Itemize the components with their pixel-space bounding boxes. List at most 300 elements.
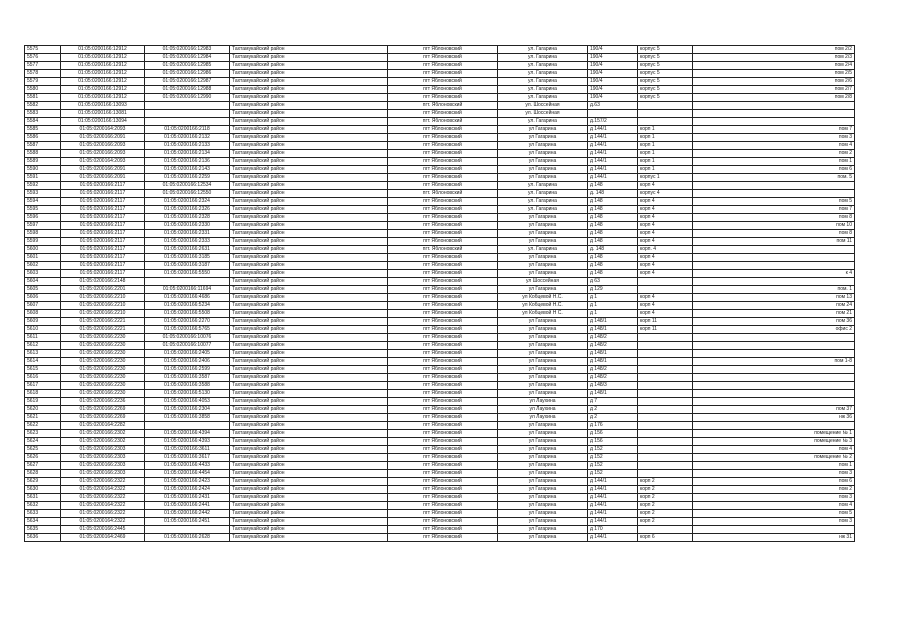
table-row — [25, 246, 855, 254]
house-cell: д 129 — [588, 286, 638, 294]
house-cell: д 144/1 — [588, 502, 638, 510]
settlement-cell: пгт Яблоновский — [388, 462, 498, 470]
cadastral-number-cell: 01:05:0200166:5550 — [145, 270, 230, 278]
district-cell: Тахтамукайский район — [230, 470, 388, 478]
table-row — [25, 414, 855, 422]
row-number-cell: 5578 — [25, 70, 61, 78]
street-cell: ул Гагарина — [498, 374, 588, 382]
building-cell: корп 4 — [638, 294, 693, 302]
premises-cell: пом 1 — [693, 158, 855, 166]
premises-cell — [693, 190, 855, 198]
settlement-cell: пгт Яблоновский — [388, 534, 498, 542]
district-cell: Тахтамукайский район — [230, 230, 388, 238]
settlement-cell: пгт Яблоновский — [388, 382, 498, 390]
building-cell — [638, 102, 693, 110]
building-cell — [638, 110, 693, 118]
settlement-cell: пгт Яблоновский — [388, 422, 498, 430]
premises-cell — [693, 374, 855, 382]
building-cell: корп 1 — [638, 166, 693, 174]
district-cell: Тахтамукайский район — [230, 278, 388, 286]
table-row — [25, 526, 855, 534]
table-row — [25, 478, 855, 486]
settlement-cell: пгт Яблоновский — [388, 286, 498, 294]
street-cell: ул Гагарина — [498, 358, 588, 366]
table-row — [25, 374, 855, 382]
cadastral-number-cell: 01:05:0200166:2406 — [145, 358, 230, 366]
settlement-cell: пгт Яблоновский — [388, 366, 498, 374]
table-row — [25, 534, 855, 542]
house-cell: д 170 — [588, 526, 638, 534]
settlement-cell: пгт Яблоновский — [388, 478, 498, 486]
row-number-cell: 5583 — [25, 110, 61, 118]
house-cell: д 148/3 — [588, 382, 638, 390]
parent-cadastral-number-cell: 01:05:0200166:2303 — [61, 446, 145, 454]
district-cell: Тахтамукайский район — [230, 222, 388, 230]
street-cell: ул. Шоссейная — [498, 110, 588, 118]
cadastral-number-cell: 01:05:0200166:2441 — [145, 502, 230, 510]
building-cell: корп 4 — [638, 310, 693, 318]
building-cell — [638, 406, 693, 414]
premises-cell — [693, 278, 855, 286]
district-cell: Тахтамукайский район — [230, 398, 388, 406]
parent-cadastral-number-cell: 01:05:0200164:2322 — [61, 518, 145, 526]
row-number-cell: 5618 — [25, 390, 61, 398]
table-row — [25, 126, 855, 134]
street-cell: ул. Гагарина — [498, 198, 588, 206]
table-row — [25, 190, 855, 198]
row-number-cell: 5598 — [25, 230, 61, 238]
parent-cadastral-number-cell: 01:05:0200166:13093 — [61, 102, 145, 110]
parent-cadastral-number-cell: 01:05:0200166:2230 — [61, 334, 145, 342]
table-row — [25, 446, 855, 454]
settlement-cell: пгт Яблоновский — [388, 526, 498, 534]
district-cell: Тахтамукайский район — [230, 182, 388, 190]
table-row — [25, 390, 855, 398]
table-row — [25, 350, 855, 358]
cadastral-number-cell — [145, 422, 230, 430]
row-number-cell: 5588 — [25, 150, 61, 158]
cadastral-number-cell — [145, 278, 230, 286]
row-number-cell: 5629 — [25, 478, 61, 486]
row-number-cell: 5603 — [25, 270, 61, 278]
parent-cadastral-number-cell: 01:05:0200166:12912 — [61, 46, 145, 54]
parent-cadastral-number-cell: 01:05:0200164:2322 — [61, 486, 145, 494]
district-cell: Тахтамукайский район — [230, 518, 388, 526]
cadastral-number-cell: 01:05:0200166:2118 — [145, 126, 230, 134]
settlement-cell: пгт Яблоновский — [388, 158, 498, 166]
building-cell: корпус 5 — [638, 86, 693, 94]
building-cell: корп 4 — [638, 198, 693, 206]
cadastral-number-cell: 01:05:0200166:12988 — [145, 86, 230, 94]
house-cell: д 148/2 — [588, 342, 638, 350]
house-cell: д 148 — [588, 262, 638, 270]
cadastral-number-cell: 01:05:0200166:2324 — [145, 198, 230, 206]
parent-cadastral-number-cell: 01:05:0200166:2269 — [61, 406, 145, 414]
parent-cadastral-number-cell: 01:05:0200166:2303 — [61, 470, 145, 478]
cadastral-number-cell: 01:05:0200166:2134 — [145, 150, 230, 158]
building-cell: корп 4 — [638, 182, 693, 190]
cadastral-number-cell: 01:05:0200166:12534 — [145, 182, 230, 190]
parent-cadastral-number-cell: 01:05:0200166:13081 — [61, 110, 145, 118]
house-cell: д 144/1 — [588, 494, 638, 502]
building-cell: корп 4 — [638, 206, 693, 214]
house-cell: д 152 — [588, 446, 638, 454]
house-cell: д 63 — [588, 278, 638, 286]
parent-cadastral-number-cell: 01:05:0200164:2282 — [61, 422, 145, 430]
house-cell: д 148 — [588, 270, 638, 278]
table-body — [25, 46, 855, 542]
district-cell: Тахтамукайский район — [230, 526, 388, 534]
building-cell — [638, 382, 693, 390]
cadastral-number-cell: 01:05:0200166:2328 — [145, 214, 230, 222]
row-number-cell: 5587 — [25, 142, 61, 150]
district-cell: Тахтамукайский район — [230, 534, 388, 542]
house-cell: д 148/1 — [588, 358, 638, 366]
settlement-cell: пгт Яблоновский — [388, 358, 498, 366]
district-cell: Тахтамукайский район — [230, 342, 388, 350]
settlement-cell: пгт Яблоновский — [388, 374, 498, 382]
settlement-cell: пгт Яблоновский — [388, 134, 498, 142]
district-cell: Тахтамукайский район — [230, 486, 388, 494]
premises-cell: пом 8 — [693, 214, 855, 222]
house-cell: д 144/1 — [588, 510, 638, 518]
row-number-cell: 5596 — [25, 214, 61, 222]
cadastral-number-cell: 01:05:0200166:2270 — [145, 318, 230, 326]
table-row — [25, 486, 855, 494]
district-cell: Тахтамукайский район — [230, 62, 388, 70]
house-cell: д 148/1 — [588, 390, 638, 398]
row-number-cell: 5576 — [25, 54, 61, 62]
cadastral-number-cell: 01:05:0200166:2136 — [145, 158, 230, 166]
table-row — [25, 198, 855, 206]
table-row — [25, 334, 855, 342]
premises-cell — [693, 182, 855, 190]
building-cell: корпус 5 — [638, 78, 693, 86]
house-cell: д 148/2 — [588, 334, 638, 342]
house-cell: д 152 — [588, 454, 638, 462]
district-cell: Тахтамукайский район — [230, 86, 388, 94]
building-cell — [638, 470, 693, 478]
building-cell — [638, 358, 693, 366]
street-cell: ул Гагарина — [498, 470, 588, 478]
house-cell: д 144/1 — [588, 486, 638, 494]
table-row — [25, 398, 855, 406]
table-row — [25, 502, 855, 510]
building-cell: корпус 4 — [638, 190, 693, 198]
settlement-cell: пгт Яблоновский — [388, 414, 498, 422]
district-cell: Тахтамукайский район — [230, 326, 388, 334]
row-number-cell: 5616 — [25, 374, 61, 382]
cadastral-number-cell: 01:05:0200166:2405 — [145, 350, 230, 358]
street-cell: ул. Гагарина — [498, 94, 588, 102]
row-number-cell: 5628 — [25, 470, 61, 478]
street-cell: ул Гагарина — [498, 158, 588, 166]
district-cell: Тахтамукайский район — [230, 478, 388, 486]
building-cell — [638, 446, 693, 454]
settlement-cell: пгт Яблоновский — [388, 62, 498, 70]
building-cell: корп 4 — [638, 214, 693, 222]
parent-cadastral-number-cell: 01:05:0200166:2117 — [61, 190, 145, 198]
house-cell: д 144/1 — [588, 174, 638, 182]
settlement-cell: пгт Яблоновский — [388, 54, 498, 62]
cadastral-number-cell: 01:05:0200166:5234 — [145, 302, 230, 310]
row-number-cell: 5626 — [25, 454, 61, 462]
building-cell: корп 4 — [638, 262, 693, 270]
house-cell: 190/4 — [588, 86, 638, 94]
row-number-cell: 5625 — [25, 446, 61, 454]
cadastral-number-cell: 01:05:0200166:10076 — [145, 334, 230, 342]
parent-cadastral-number-cell: 01:05:0200166:2117 — [61, 246, 145, 254]
cadastral-number-cell: 01:05:0200166:2133 — [145, 142, 230, 150]
cadastral-number-cell: 01:05:0200166:2326 — [145, 206, 230, 214]
cadastral-number-cell: 01:05:0200166:5508 — [145, 310, 230, 318]
cadastral-number-cell: 01:05:0200166:2333 — [145, 238, 230, 246]
row-number-cell: 5602 — [25, 262, 61, 270]
district-cell: Тахтамукайский район — [230, 454, 388, 462]
district-cell: Тахтамукайский район — [230, 54, 388, 62]
premises-cell — [693, 118, 855, 126]
premises-cell: пом 4 — [693, 502, 855, 510]
house-cell: 190/4 — [588, 94, 638, 102]
house-cell: 190/4 — [588, 62, 638, 70]
premises-cell: пом 11 — [693, 238, 855, 246]
street-cell: ул Лаухина — [498, 406, 588, 414]
parent-cadastral-number-cell: 01:05:0200166:2236 — [61, 398, 145, 406]
cadastral-number-cell: 01:05:0200166:3185 — [145, 254, 230, 262]
street-cell: ул Гагарина — [498, 134, 588, 142]
premises-cell: пом 7 — [693, 126, 855, 134]
cadastral-number-cell: 01:05:0200166:3611 — [145, 446, 230, 454]
row-number-cell: 5593 — [25, 190, 61, 198]
district-cell: Тахтамукайский район — [230, 134, 388, 142]
settlement-cell: пгт. Яблоновский — [388, 246, 498, 254]
table-row — [25, 382, 855, 390]
district-cell: Тахтамукайский район — [230, 206, 388, 214]
parent-cadastral-number-cell: 01:05:0200166:13094 — [61, 118, 145, 126]
parent-cadastral-number-cell: 01:05:0200166:2230 — [61, 342, 145, 350]
house-cell: д 144/1 — [588, 534, 638, 542]
premises-cell: пом 2/3 — [693, 54, 855, 62]
cadastral-number-cell — [145, 526, 230, 534]
table-row — [25, 286, 855, 294]
row-number-cell: 5614 — [25, 358, 61, 366]
district-cell: Тахтамукайский район — [230, 102, 388, 110]
row-number-cell: 5586 — [25, 134, 61, 142]
table-row — [25, 174, 855, 182]
settlement-cell: пгт. Яблоновский — [388, 190, 498, 198]
settlement-cell: пгт Яблоновский — [388, 398, 498, 406]
table-row — [25, 142, 855, 150]
table-row — [25, 310, 855, 318]
settlement-cell: пгт Яблоновский — [388, 310, 498, 318]
street-cell: ул Гагарина — [498, 502, 588, 510]
parent-cadastral-number-cell: 01:05:0200166:2269 — [61, 414, 145, 422]
row-number-cell: 5606 — [25, 294, 61, 302]
building-cell: корп 1 — [638, 150, 693, 158]
building-cell — [638, 390, 693, 398]
premises-cell: пом 3 — [693, 470, 855, 478]
row-number-cell: 5633 — [25, 510, 61, 518]
row-number-cell: 5609 — [25, 318, 61, 326]
building-cell: корп 2 — [638, 486, 693, 494]
district-cell: Тахтамукайский район — [230, 350, 388, 358]
row-number-cell: 5635 — [25, 526, 61, 534]
building-cell: корп. 4 — [638, 246, 693, 254]
building-cell — [638, 334, 693, 342]
cadastral-number-cell: 01:05:0200166:12984 — [145, 54, 230, 62]
settlement-cell: пгт Яблоновский — [388, 174, 498, 182]
district-cell: Тахтамукайский район — [230, 318, 388, 326]
cadastral-number-cell: 01:05:0200166:2431 — [145, 494, 230, 502]
parent-cadastral-number-cell: 01:05:0200166:2230 — [61, 382, 145, 390]
parent-cadastral-number-cell: 01:05:0200166:2117 — [61, 238, 145, 246]
premises-cell: пом 2/7 — [693, 86, 855, 94]
cadastral-number-cell: 01:05:0200166:2451 — [145, 518, 230, 526]
row-number-cell: 5600 — [25, 246, 61, 254]
parent-cadastral-number-cell: 01:05:0200166:2210 — [61, 294, 145, 302]
row-number-cell: 5579 — [25, 78, 61, 86]
cadastral-number-cell: 01:05:0200166:3858 — [145, 414, 230, 422]
row-number-cell: 5594 — [25, 198, 61, 206]
building-cell: корп 4 — [638, 230, 693, 238]
building-cell — [638, 438, 693, 446]
building-cell: корпус 5 — [638, 54, 693, 62]
parent-cadastral-number-cell: 01:05:0200166:12912 — [61, 86, 145, 94]
house-cell: д 148 — [588, 214, 638, 222]
table-row — [25, 422, 855, 430]
district-cell: Тахтамукайский район — [230, 174, 388, 182]
settlement-cell: пгт Яблоновский — [388, 70, 498, 78]
table-row — [25, 278, 855, 286]
premises-cell: пом 1-8 — [693, 358, 855, 366]
parent-cadastral-number-cell: 01:05:0200166:2322 — [61, 510, 145, 518]
settlement-cell: пгт Яблоновский — [388, 486, 498, 494]
table-row — [25, 110, 855, 118]
row-number-cell: 5619 — [25, 398, 61, 406]
settlement-cell: пгт Яблоновский — [388, 446, 498, 454]
parent-cadastral-number-cell: 01:05:0200166:2093 — [61, 142, 145, 150]
district-cell: Тахтамукайский район — [230, 310, 388, 318]
building-cell: корп 11 — [638, 318, 693, 326]
street-cell: ул Кобцевой Н.С. — [498, 302, 588, 310]
house-cell: д 148/1 — [588, 350, 638, 358]
row-number-cell: 5601 — [25, 254, 61, 262]
settlement-cell: пгт Яблоновский — [388, 494, 498, 502]
parent-cadastral-number-cell: 01:05:0200166:2210 — [61, 310, 145, 318]
parent-cadastral-number-cell: 01:05:0200166:2117 — [61, 230, 145, 238]
premises-cell — [693, 334, 855, 342]
cadastral-number-cell: 01:05:0200166:12986 — [145, 70, 230, 78]
table-row — [25, 518, 855, 526]
settlement-cell: пгт Яблоновский — [388, 262, 498, 270]
row-number-cell: 5585 — [25, 126, 61, 134]
row-number-cell: 5581 — [25, 94, 61, 102]
house-cell: д 148 — [588, 254, 638, 262]
row-number-cell: 5589 — [25, 158, 61, 166]
premises-cell: пом 2/2 — [693, 46, 855, 54]
premises-cell: помещение № 3 — [693, 438, 855, 446]
cadastral-number-cell: 01:05:0200166:2628 — [145, 534, 230, 542]
street-cell: ул Гагарина — [498, 174, 588, 182]
house-cell: д 1 — [588, 294, 638, 302]
street-cell: ул Гагарина — [498, 286, 588, 294]
table-row — [25, 366, 855, 374]
house-cell: 190/4 — [588, 54, 638, 62]
settlement-cell: пгт Яблоновский — [388, 302, 498, 310]
premises-cell: пом 6 — [693, 166, 855, 174]
street-cell: ул Гагарина — [498, 534, 588, 542]
street-cell: ул Гагарина — [498, 510, 588, 518]
district-cell: Тахтамукайский район — [230, 406, 388, 414]
house-cell: д 148 — [588, 222, 638, 230]
settlement-cell: пгт Яблоновский — [388, 206, 498, 214]
row-number-cell: 5580 — [25, 86, 61, 94]
street-cell: ул Гагарина — [498, 438, 588, 446]
house-cell: д 148 — [588, 230, 638, 238]
premises-cell: пом 2/8 — [693, 94, 855, 102]
parent-cadastral-number-cell: 01:05:0200166:2117 — [61, 214, 145, 222]
parent-cadastral-number-cell: 01:05:0200166:2303 — [61, 462, 145, 470]
street-cell: ул. Гагарина — [498, 54, 588, 62]
parent-cadastral-number-cell: 01:05:0200164:2469 — [61, 534, 145, 542]
row-number-cell: 5591 — [25, 174, 61, 182]
district-cell: Тахтамукайский район — [230, 390, 388, 398]
house-cell: 190/4 — [588, 70, 638, 78]
row-number-cell: 5605 — [25, 286, 61, 294]
premises-cell: офис 2 — [693, 326, 855, 334]
cadastral-number-cell: 01:05:0200166:4394 — [145, 430, 230, 438]
settlement-cell: пгт Яблоновский — [388, 270, 498, 278]
row-number-cell: 5595 — [25, 206, 61, 214]
street-cell: ул Гагарина — [498, 518, 588, 526]
premises-cell — [693, 254, 855, 262]
building-cell — [638, 526, 693, 534]
district-cell: Тахтамукайский район — [230, 126, 388, 134]
building-cell: корп 6 — [638, 534, 693, 542]
building-cell: корп 1 — [638, 142, 693, 150]
parent-cadastral-number-cell: 01:05:0200166:2117 — [61, 206, 145, 214]
row-number-cell: 5624 — [25, 438, 61, 446]
settlement-cell: пгт Яблоновский — [388, 278, 498, 286]
street-cell: ул. Гагарина — [498, 246, 588, 254]
premises-cell: нж 36 — [693, 414, 855, 422]
district-cell: Тахтамукайский район — [230, 70, 388, 78]
building-cell: корп 1 — [638, 134, 693, 142]
house-cell: д 152 — [588, 462, 638, 470]
building-cell: корп 1 — [638, 126, 693, 134]
row-number-cell: 5607 — [25, 302, 61, 310]
house-cell: д 176 — [588, 422, 638, 430]
house-cell: д 148 — [588, 206, 638, 214]
building-cell: корп 2 — [638, 494, 693, 502]
street-cell: ул Гагарина — [498, 318, 588, 326]
house-cell: д 144/1 — [588, 142, 638, 150]
house-cell — [588, 110, 638, 118]
cadastral-number-cell: 01:05:0200166:3617 — [145, 454, 230, 462]
cadastral-number-cell: 01:05:0200166:4686 — [145, 294, 230, 302]
house-cell: 190/4 — [588, 46, 638, 54]
table-row — [25, 438, 855, 446]
house-cell: д 148/1 — [588, 318, 638, 326]
parent-cadastral-number-cell: 01:05:0200166:2230 — [61, 350, 145, 358]
settlement-cell: пгт Яблоновский — [388, 326, 498, 334]
premises-cell: пом 8 — [693, 230, 855, 238]
building-cell — [638, 462, 693, 470]
parent-cadastral-number-cell: 01:05:0200166:2148 — [61, 278, 145, 286]
district-cell: Тахтамукайский район — [230, 502, 388, 510]
street-cell: ул Гагарина — [498, 326, 588, 334]
parent-cadastral-number-cell: 01:05:0200166:2303 — [61, 454, 145, 462]
